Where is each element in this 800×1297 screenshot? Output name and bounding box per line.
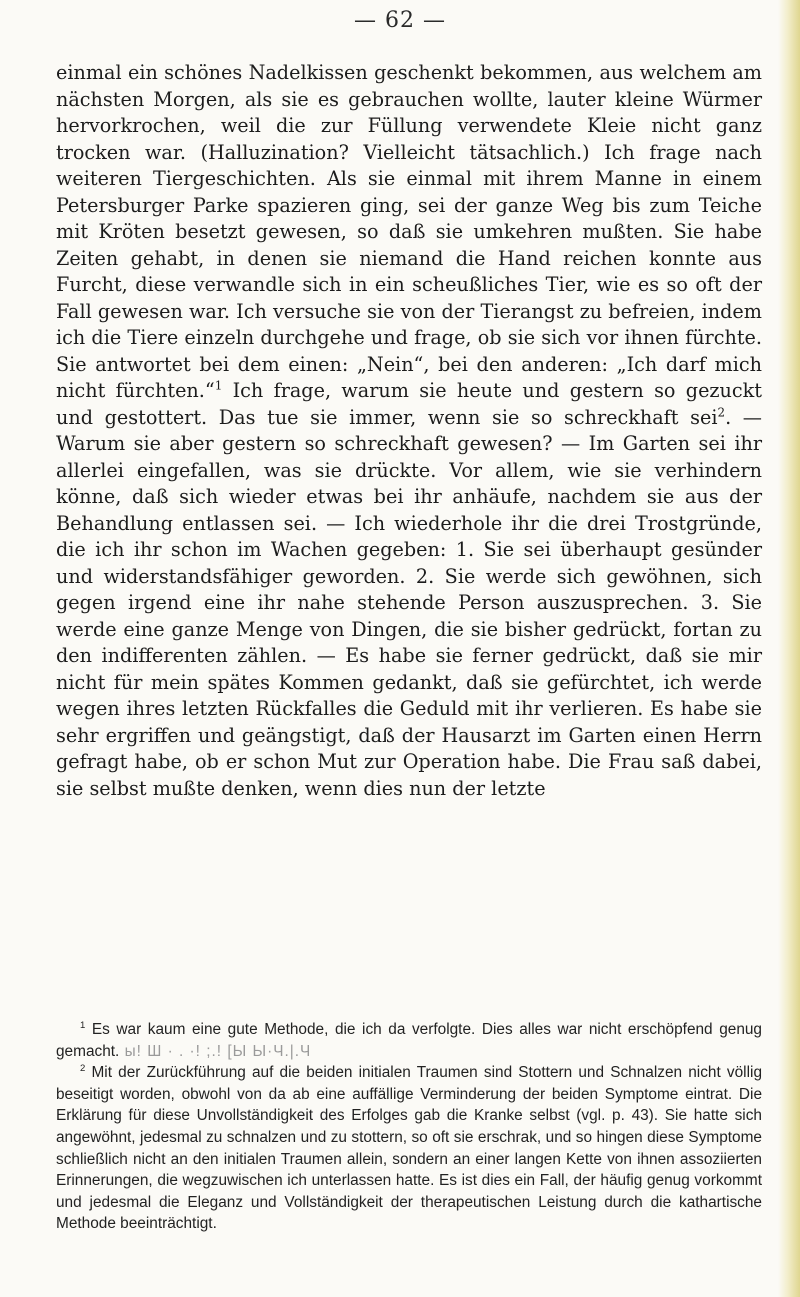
footnotes xyxy=(56,1019,762,1235)
footnote-2 xyxy=(56,1062,762,1235)
paragraph-text-continued: Ich frage, warum sie heute und gestern so gezuckt und gestottert. Das tue sie immer, wenn sie so schreckhaft sei xyxy=(56,379,762,429)
page-edge-shadow xyxy=(778,0,800,1297)
footnote-ref-1[interactable]: 1 xyxy=(214,378,223,393)
footnote-1-text: Es war kaum eine gute Methode, die ich da verfolgte. Dies alles war nicht erschöpfend genug gemacht. xyxy=(56,1021,762,1060)
paragraph-text-continued-2: . — Warum sie aber gestern so schreckhaft gewesen? — Im Garten sei ihr allerlei eingefallen, was sie drückte. Vor allem, wie sie verhindern könne, daß sich wieder etwas bei ihr anhäufe, nachdem sie aus der Behandlung entlassen sei. — Ich wiederhole ihr die drei Trostgründe, die ich ihr schon im Wachen gegeben: 1. Sie sei überhaupt gesünder und widerstandsfähiger geworden. 2. Sie werde sich gewöhnen, sich gegen irgend eine ihr nahe stehende Person auszusprechen. 3. Sie werde eine ganze Menge von Dingen, die sie bisher gedrückt, fortan zu den indifferenten zählen. — Es habe sie ferner gedrückt, daß sie mir nicht für mein spätes Kommen gedankt, daß sie gefürchtet, ich werde wegen ihres letzten Rückfalles die Geduld mit ihr verlieren. Es habe sie sehr ergriffen und geängstigt, daß der Hausarzt im Garten einen Herrn gefragt habe, ob er schon Mut zur Operation habe. Die Frau saß dabei, sie selbst mußte denken, wenn dies nun der letzte xyxy=(56,405,762,800)
main-paragraph xyxy=(56,60,762,802)
footnote-ref-2[interactable]: 2 xyxy=(717,405,726,420)
footnote-1-bleedthrough: ы! Ш · . ·! ;.! [Ы Ы·Ч.|.Ч xyxy=(119,1042,312,1060)
footnote-1-marker: 1 xyxy=(80,1019,86,1031)
footnote-1 xyxy=(56,1019,762,1062)
footnote-2-marker: 2 xyxy=(80,1063,86,1075)
page-number: — 62 — xyxy=(354,8,446,33)
footnote-2-text: Mit der Zurückführung auf die beiden initialen Traumen sind Stottern und Schnalzen nicht völlig beseitigt worden, obwohl von da ab eine auffällige Verminderung der beiden Symptome eintrat. Die Erklärung für diese Unvollständigkeit des Erfolges gab die Kranke selbst (vgl. p. 43). Sie hatte sich angewöhnt, jedesmal zu schnalzen und zu stottern, so oft sie erschrak, und so hingen diese Symptome schließlich nicht an den initialen Traumen allein, sondern an einer langen Kette von ihnen assoziierten Erinnerungen, die wegzuwischen ich unterlassen hatte. Es ist dies ein Fall, der häufig genug vorkommt und jedesmal die Eleganz und Vollständigkeit der therapeutischen Leistung durch die kathartische Methode beeinträchtigt. xyxy=(56,1064,762,1233)
paragraph-text: einmal ein schönes Nadelkissen geschenkt bekommen, aus welchem am nächsten Morgen, als sie es gebrauchen wollte, lauter kleine Würmer hervorkrochen, weil die zur Füllung verwendete Kleie nicht ganz trocken war. (Halluzination? Vielleicht tätsachlich.) Ich frage nach weiteren Tiergeschichten. Als sie einmal mit ihrem Manne in einem Petersburger Parke spazieren ging, sei der ganze Weg bis zum Teiche mit Kröten besetzt gewesen, so daß sie umkehren mußten. Sie habe Zeiten gehabt, in denen sie niemand die Hand reichen konnte aus Furcht, diese verwandle sich in ein scheußliches Tier, wie es so oft der Fall gewesen war. Ich versuche sie von der Tierangst zu befreien, indem ich die Tiere einzeln durchgehe und frage, ob sie sich vor ihnen fürchte. Sie antwortet bei dem einen: „Nein“, bei den anderen: „Ich darf mich nicht fürchten.“ xyxy=(56,61,762,402)
main-text xyxy=(56,60,762,802)
